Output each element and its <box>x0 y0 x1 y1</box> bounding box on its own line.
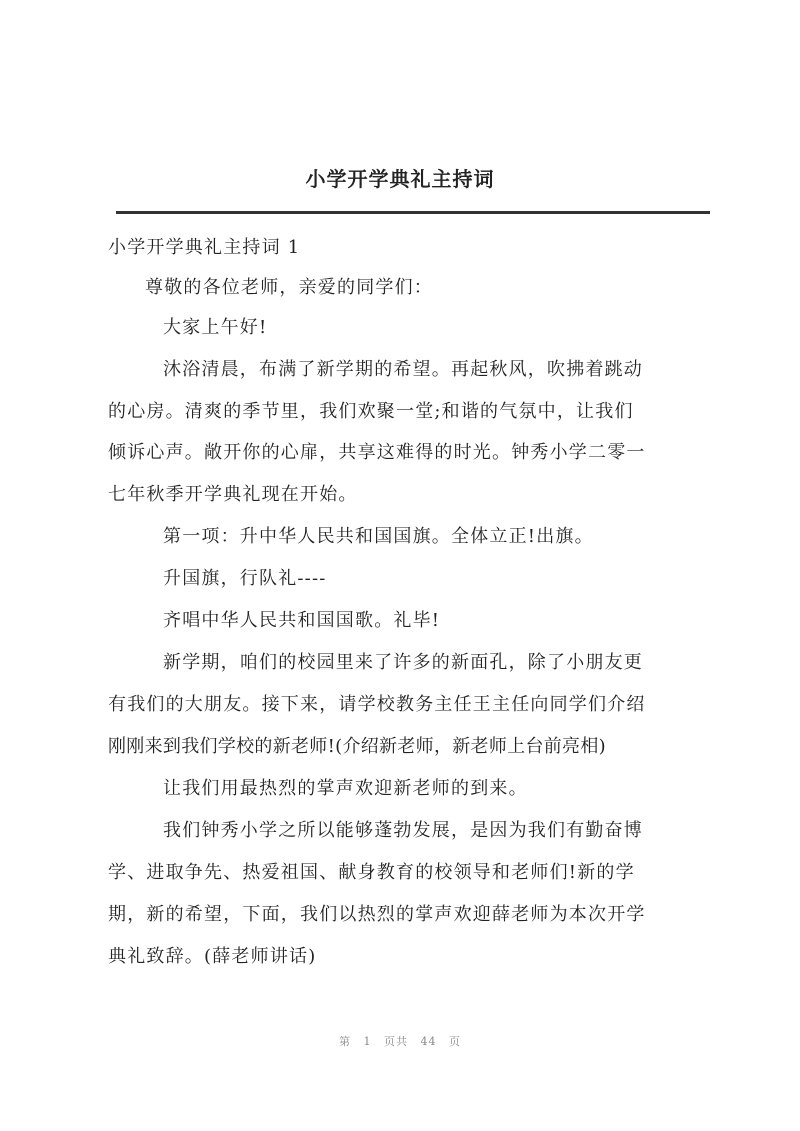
paragraph-line: 七年秋季开学典礼现在开始。 <box>108 484 358 505</box>
paragraph-line: 有我们的大朋友。接下来，请学校教务主任王主任向同学们介绍 <box>108 694 646 715</box>
document-title: 小学开学典礼主持词 <box>305 167 495 191</box>
page-footer <box>0 1033 800 1049</box>
paragraph-line: 我们钟秀小学之所以能够蓬勃发展，是因为我们有勤奋博 <box>163 820 643 841</box>
paragraph-line: 学、进取争先、热爱祖国、献身教育的校领导和老师们!新的学 <box>108 862 635 883</box>
current-page-number: 1 <box>363 1035 372 1048</box>
paragraph-line: 的心房。清爽的季节里，我们欢聚一堂;和谐的气氛中，让我们 <box>108 401 634 422</box>
page-label-prefix: 第 <box>339 1035 351 1048</box>
paragraph-line: 典礼致辞。(薛老师讲话) <box>108 946 317 967</box>
page-label-suffix: 页 <box>449 1035 461 1048</box>
paragraph-line: 沐浴清晨，布满了新学期的希望。再起秋风，吹拂着跳动 <box>163 359 643 380</box>
paragraph-line: 第一项：升中华人民共和国国旗。全体立正!出旗。 <box>163 526 594 547</box>
paragraph-line: 大家上午好! <box>163 317 268 338</box>
section-heading: 小学开学典礼主持词 1 <box>108 237 301 258</box>
total-pages-number: 44 <box>420 1035 437 1048</box>
paragraph-line: 刚刚来到我们学校的新老师!(介绍新老师，新老师上台前亮相) <box>108 736 606 757</box>
title-divider <box>116 211 710 214</box>
paragraph-line: 让我们用最热烈的掌声欢迎新老师的到来。 <box>163 778 528 799</box>
page-label-middle: 页共 <box>384 1035 408 1048</box>
paragraph-line: 期，新的希望，下面，我们以热烈的掌声欢迎薛老师为本次开学 <box>108 904 646 925</box>
paragraph-line: 新学期，咱们的校园里来了许多的新面孔，除了小朋友更 <box>163 652 643 673</box>
paragraph-line: 尊敬的各位老师，亲爱的同学们： <box>145 277 433 298</box>
paragraph-line: 升国旗，行队礼---- <box>163 568 327 589</box>
paragraph-line: 齐唱中华人民共和国国歌。礼毕! <box>163 610 441 631</box>
paragraph-line: 倾诉心声。敞开你的心扉，共享这难得的时光。钟秀小学二零一 <box>108 442 646 463</box>
